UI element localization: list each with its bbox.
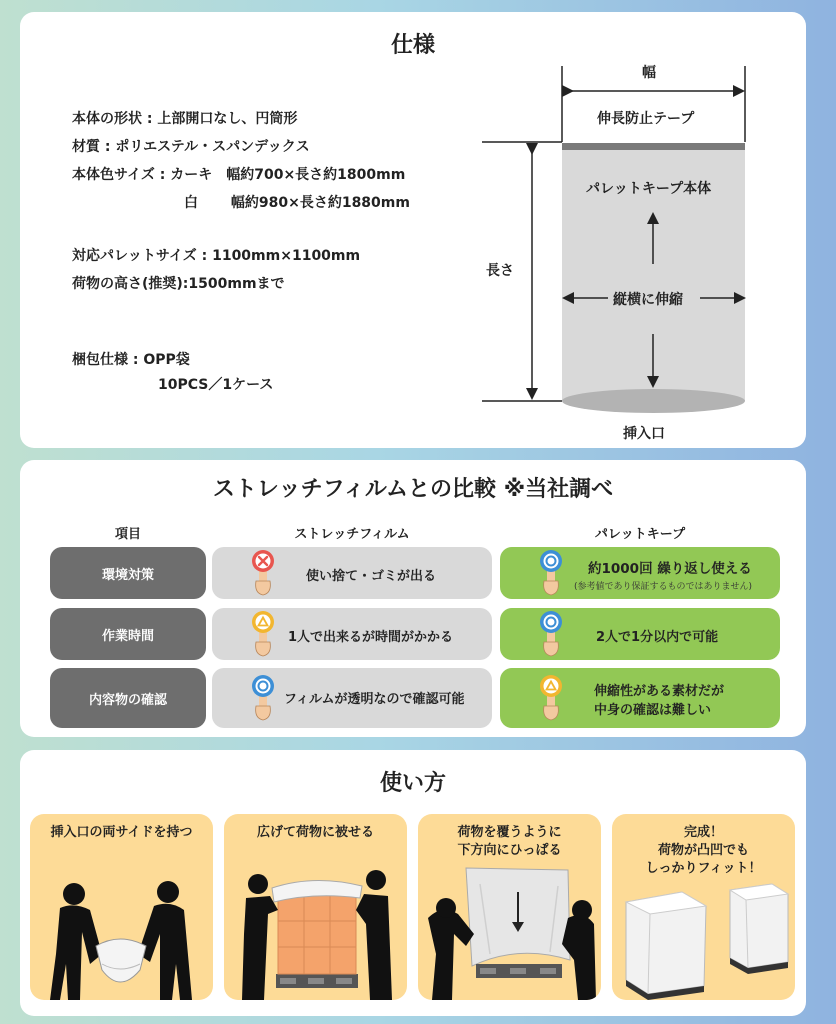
keep-content-check <box>500 668 780 728</box>
compare-card <box>20 460 806 737</box>
usage-step-1 <box>30 814 213 1000</box>
keep-environment-note: (参考値であり保証するものではありません) <box>574 582 753 592</box>
header-item: 項目 <box>114 527 141 542</box>
circle-mark-icon <box>538 549 564 597</box>
usage-step-2-caption: 広げて荷物に被せる <box>256 825 374 840</box>
film-content-check-text: フィルムが透明なので確認可能 <box>284 692 465 707</box>
item-content-check: 内容物の確認 <box>50 668 206 728</box>
usage-step-4-caption: 完成！ 荷物が凸凹でも しっかりフィット！ <box>645 825 762 876</box>
spec-color-size-white: 白 幅約980×長さ約1880mm <box>184 195 410 211</box>
spec-packing: 梱包仕様 : OPP袋 <box>72 352 190 368</box>
inlet-label: 挿入口 <box>623 426 665 442</box>
keep-work-time <box>500 608 780 660</box>
spec-card <box>20 12 806 448</box>
step-4-illustration <box>612 814 795 1000</box>
usage-card <box>20 750 806 1016</box>
circle-mark-icon <box>538 610 564 658</box>
film-environment-text: 使い捨て・ゴミが出る <box>306 569 437 584</box>
stretch-label: 縦横に伸縮 <box>611 289 685 309</box>
step-1-illustration <box>30 814 213 1000</box>
usage-step-3 <box>418 814 601 1000</box>
usage-step-2 <box>224 814 407 1000</box>
header-film: ストレッチフィルム <box>294 527 410 542</box>
usage-step-3-caption: 荷物を覆うように 下方向にひっぱる <box>457 825 562 858</box>
cylinder-diagram <box>20 12 806 448</box>
spec-pallet-size: 対応パレットサイズ : 1100mm×1100mm <box>72 248 361 264</box>
tape-band <box>562 143 745 150</box>
cross-mark-icon <box>250 549 276 597</box>
item-work-time: 作業時間 <box>50 608 206 660</box>
triangle-mark-icon <box>538 674 564 722</box>
film-content-check <box>212 668 492 728</box>
cylinder-base <box>562 389 745 413</box>
spec-load-height: 荷物の高さ(推奨):1500mmまで <box>72 276 285 292</box>
keep-environment <box>500 547 780 599</box>
step-3-illustration <box>418 814 601 1000</box>
width-label: 幅 <box>642 65 656 81</box>
keep-content-check-line2: 中身の確認は難しい <box>594 703 712 718</box>
spec-title: 仕様 <box>390 33 435 58</box>
keep-environment-text: 約1000回 繰り返し使える <box>588 561 752 577</box>
keep-content-check-line1: 伸縮性がある素材だが <box>594 684 725 699</box>
usage-step-4 <box>612 814 795 1000</box>
compare-title: ストレッチフィルムとの比較 ※当社調べ <box>212 477 614 502</box>
spec-color-size-khaki: 本体色サイズ : カーキ 幅約700×長さ約1800mm <box>72 167 406 183</box>
body-label: パレットキープ本体 <box>586 181 712 197</box>
item-environment: 環境対策 <box>50 547 206 599</box>
spec-shape: 本体の形状 : 上部開口なし、円筒形 <box>72 111 298 127</box>
length-label: 長さ <box>486 263 514 279</box>
film-work-time <box>212 608 492 660</box>
keep-work-time-text: 2人で1分以内で可能 <box>596 630 719 645</box>
header-keep: パレットキープ <box>594 527 686 542</box>
film-environment <box>212 547 492 599</box>
tape-label: 伸長防止テープ <box>597 111 695 127</box>
step-2-illustration <box>224 814 407 1000</box>
usage-step-1-caption: 挿入口の両サイドを持つ <box>50 825 193 840</box>
spec-material: 材質 : ポリエステル・スパンデックス <box>72 139 310 155</box>
usage-title: 使い方 <box>379 771 446 796</box>
spec-packing-qty: 10PCS／1ケース <box>158 377 274 393</box>
circle-mark-icon <box>250 674 276 722</box>
film-work-time-text: 1人で出来るが時間がかかる <box>288 630 454 645</box>
triangle-mark-icon <box>250 610 276 658</box>
